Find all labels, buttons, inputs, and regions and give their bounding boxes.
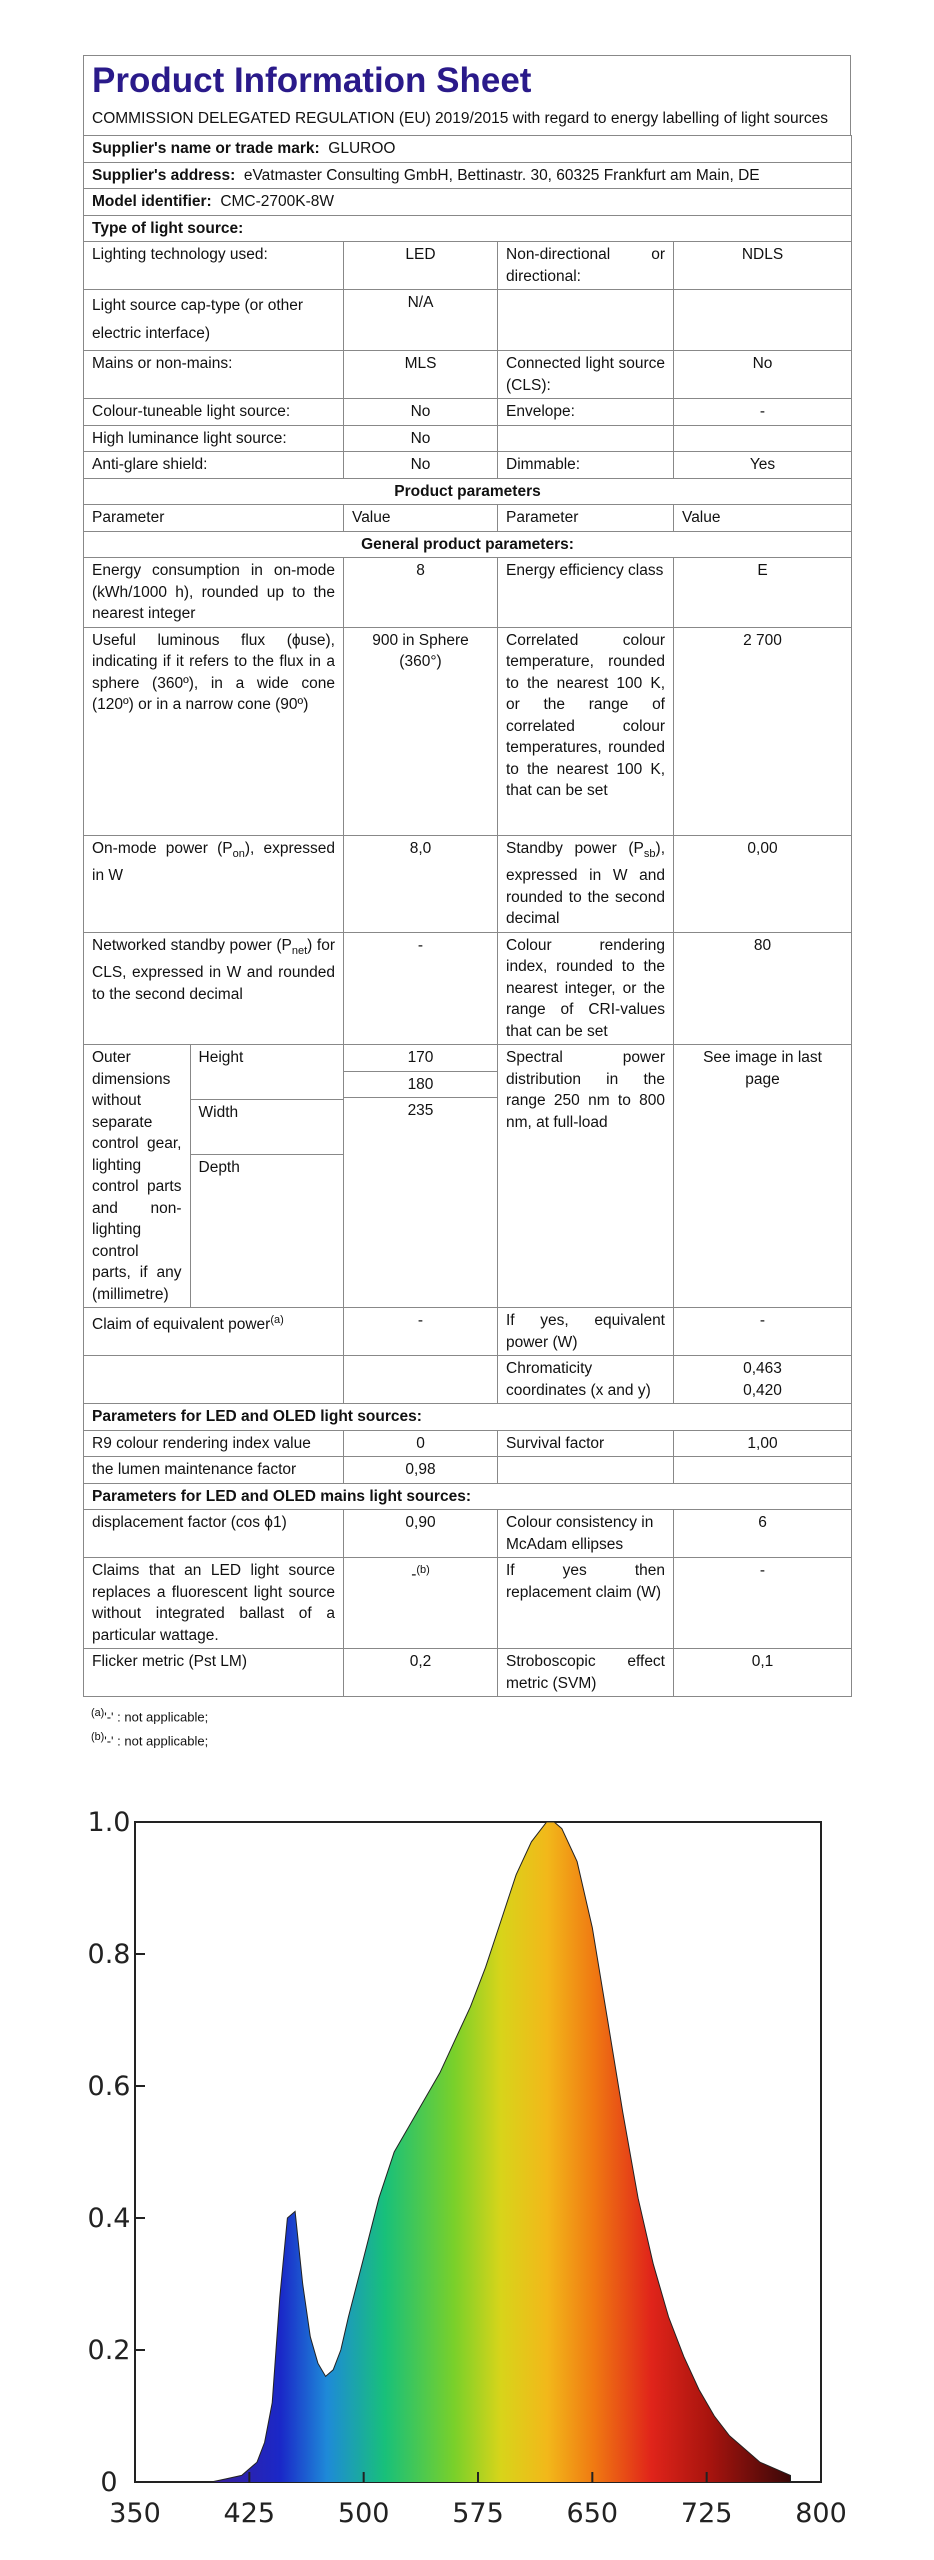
dimensions-inner (84, 1045, 343, 1307)
width-label: Width (190, 1099, 343, 1154)
depth-value: 235 (407, 1102, 434, 1120)
cri-label: Colour rendering index, rounded to the nearest integer, or the range of CRI-values that can be set (498, 932, 674, 1045)
cell-value: No (674, 351, 852, 399)
cell-value: N/A (344, 290, 498, 351)
cell-label: Non-directional or directional: (498, 242, 674, 290)
cell-label: Lighting technology used: (84, 242, 344, 290)
spectral-value: See image in last page (674, 1045, 852, 1308)
x-tick-label: 800 (795, 2498, 847, 2529)
equiv-power-value: - (344, 1308, 498, 1356)
cell-value: 0 (344, 1430, 498, 1457)
dimensions-cell (84, 1045, 344, 1308)
product-params-heading-row (84, 478, 852, 505)
y-tick-label: 0.4 (87, 2203, 131, 2234)
table-row (84, 932, 852, 1045)
cell-value (674, 290, 852, 351)
cell-value: 0,2 (344, 1649, 498, 1697)
cell-label: Dimmable: (498, 452, 674, 479)
depth-label: Depth (198, 1159, 240, 1177)
cell-value: No (344, 399, 498, 426)
cell-label: Claims that an LED light source replaces a fluorescent light source without integrated ballast of a particular wattage. (84, 1558, 344, 1649)
cell-value: MLS (344, 351, 498, 399)
dimensions-row (84, 1045, 852, 1308)
footnotes (83, 1703, 851, 1752)
column-header: Parameter (498, 505, 674, 532)
x-tick-label: 500 (337, 2498, 390, 2529)
cell-value: No (344, 425, 498, 452)
y-tick-label: 0 (100, 2467, 118, 2498)
spectral-label: Spectral power distribution in the range 250 nm to 800 nm, at full-load (498, 1045, 674, 1308)
x-tick-label: 425 (223, 2498, 276, 2529)
sheet-header (83, 55, 851, 135)
cell-label: Light source cap-type (or other electric interface) (84, 290, 344, 351)
cell-label: displacement factor (cos ϕ1) (84, 1510, 344, 1558)
table-row (84, 351, 852, 399)
type-heading-row (84, 215, 852, 242)
cell-value: LED (344, 242, 498, 290)
cell-value: Yes (674, 452, 852, 479)
supplier-address-row (84, 162, 852, 189)
cell-label: Colour consistency in McAdam ellipses (498, 1510, 674, 1558)
cell-label (498, 425, 674, 452)
table-row (84, 1649, 852, 1697)
led-heading-row (84, 1404, 852, 1431)
onmode-power-value: 8,0 (344, 835, 498, 932)
cell-value: E (674, 558, 852, 628)
supplier-address-value: eVatmaster Consulting GmbH, Bettinastr. 30, 60325 Frankfurt am Main, DE (243, 166, 760, 184)
table-row (84, 399, 852, 426)
cell-value: 0,98 (344, 1457, 498, 1484)
table-row (84, 1510, 852, 1558)
claims-value: -$^{(b)}$ (344, 1558, 498, 1649)
cell-label: R9 colour rendering index value (84, 1430, 344, 1457)
x-tick-label: 350 (109, 2498, 161, 2529)
y-tick-label: 0.8 (87, 1939, 131, 1970)
cell-value: NDLS (674, 242, 852, 290)
cell-label (498, 1457, 674, 1484)
cell-label: Energy consumption in on-mode (kWh/1000 h), rounded up to the nearest integer (84, 558, 344, 628)
chromaticity-x: 0,463 (743, 1360, 782, 1378)
table-row (84, 290, 852, 351)
cell-value: 0,90 (344, 1510, 498, 1558)
y-tick-label: 0.6 (87, 2071, 131, 2102)
networked-standby-value: - (344, 932, 498, 1045)
networked-standby-label: Networked standby power $(P_{net})$ for CLS, expressed in W and rounded to the second decimal (84, 932, 344, 1045)
cell-value: - (674, 399, 852, 426)
table-row (84, 1430, 852, 1457)
chromaticity-values (674, 1356, 852, 1404)
chromaticity-y: 0,420 (743, 1381, 782, 1399)
table-row (84, 627, 852, 835)
cell-value: No (344, 452, 498, 479)
x-tick-label: 725 (680, 2498, 733, 2529)
table-row (84, 835, 852, 932)
standby-power-value: 0,00 (674, 835, 852, 932)
standby-power-label: Standby power $(P_{sb})$, expressed in W and rounded to the second decimal (498, 835, 674, 932)
cell-label: Flicker metric (Pst LM) (84, 1649, 344, 1697)
spectral-power-chart (83, 1790, 851, 2560)
cell-value: 1,00 (674, 1430, 852, 1457)
table-row (84, 558, 852, 628)
cell-label: If yes then replacement claim (W) (498, 1558, 674, 1649)
column-header-row (84, 505, 852, 532)
x-tick-label: 575 (452, 2498, 504, 2529)
table-row (84, 1558, 852, 1649)
cell-label: Colour-tuneable light source: (84, 399, 344, 426)
led-mains-heading-row (84, 1483, 852, 1510)
y-tick-label: 0.2 (87, 2335, 131, 2366)
cell-label: the lumen maintenance factor (84, 1457, 344, 1484)
cell-label: Energy efficiency class (498, 558, 674, 628)
cell-label (498, 290, 674, 351)
dimensions-label: Outer dimensions without separate control gear, lighting control parts and non-lighting control parts, if any (millimetre) (84, 1045, 190, 1307)
cell-value: 8 (344, 558, 498, 628)
cell-label: Correlated colour temperature, rounded to the nearest 100 K, or the range of correlated colour temperatures, rounded to the nearest 100 K, that can be set (498, 627, 674, 835)
footnote: $^{(b)}$'-' : not applicable; (91, 1731, 209, 1749)
cell-label: High luminance light source: (84, 425, 344, 452)
cell-label: Survival factor (498, 1430, 674, 1457)
cell-label: Useful luminous flux (ϕuse), indicating if it refers to the flux in a sphere (360º), in a wide cone (120º) or in a narrow cone (90º) (84, 627, 344, 835)
table-row (84, 1308, 852, 1356)
led-mains-heading: Parameters for LED and OLED mains light sources: (92, 1487, 471, 1505)
supplier-name-label: Supplier's name or trade mark: (92, 140, 320, 157)
cell-value: - (674, 1308, 852, 1356)
regulation-subtitle: COMMISSION DELEGATED REGULATION (EU) 2019/2015 with regard to energy labelling of light sources (92, 110, 828, 127)
supplier-name-value: GLUROO (328, 140, 396, 157)
column-header: Value (674, 505, 852, 532)
model-row (84, 189, 852, 216)
model-value: CMC-2700K-8W (220, 193, 335, 210)
cell-value: 2 700 (674, 627, 852, 835)
height-value: 170 (344, 1045, 497, 1071)
cell-label: Mains or non-mains: (84, 351, 344, 399)
cell-value (674, 1457, 852, 1484)
width-value: 180 (344, 1071, 497, 1098)
table-row (84, 452, 852, 479)
cell-label: Stroboscopic effect metric (SVM) (498, 1649, 674, 1697)
onmode-power-label: On-mode power $(P_{on})$, expressed in W (84, 835, 344, 932)
y-tick-label: 1.0 (87, 1807, 131, 1838)
table-row (84, 1457, 852, 1484)
cell-label: Connected light source (CLS): (498, 351, 674, 399)
column-header: Parameter (84, 505, 344, 532)
cell-value (674, 425, 852, 452)
x-tick-label: 650 (566, 2498, 619, 2529)
model-label: Model identifier: (92, 193, 212, 210)
cell-value: 900 in Sphere (360°) (344, 627, 498, 835)
chromaticity-label: Chromaticity coordinates (x and y) (498, 1356, 674, 1404)
cell-value: 6 (674, 1510, 852, 1558)
led-params-heading: Parameters for LED and OLED light sources: (92, 1408, 422, 1426)
footnote: $^{(a)}$'-' : not applicable; (91, 1707, 209, 1725)
table-row (84, 425, 852, 452)
table-row (84, 242, 852, 290)
cri-value: 80 (674, 932, 852, 1045)
product-information-sheet (83, 55, 851, 1752)
info-table (83, 135, 852, 1697)
cell-value: 0,1 (674, 1649, 852, 1697)
equiv-power-label: Claim of equivalent power$^{(a)}$ (84, 1308, 344, 1356)
supplier-address-label: Supplier's address: (92, 166, 236, 184)
page-title: Product Information Sheet (92, 61, 532, 100)
height-label: Height (190, 1045, 343, 1099)
supplier-name-row (84, 136, 852, 163)
table-row (84, 1356, 852, 1404)
cell-label: If yes, equivalent power (W) (498, 1308, 674, 1356)
dimensions-values (344, 1045, 498, 1308)
cell-value: - (674, 1558, 852, 1649)
product-params-heading: Product parameters (84, 478, 852, 505)
cell-label: Envelope: (498, 399, 674, 426)
column-header: Value (344, 505, 498, 532)
type-heading: Type of light source: (92, 219, 244, 237)
cell-label: Anti-glare shield: (84, 452, 344, 479)
general-heading-row (84, 531, 852, 558)
general-params-heading: General product parameters: (84, 531, 852, 558)
